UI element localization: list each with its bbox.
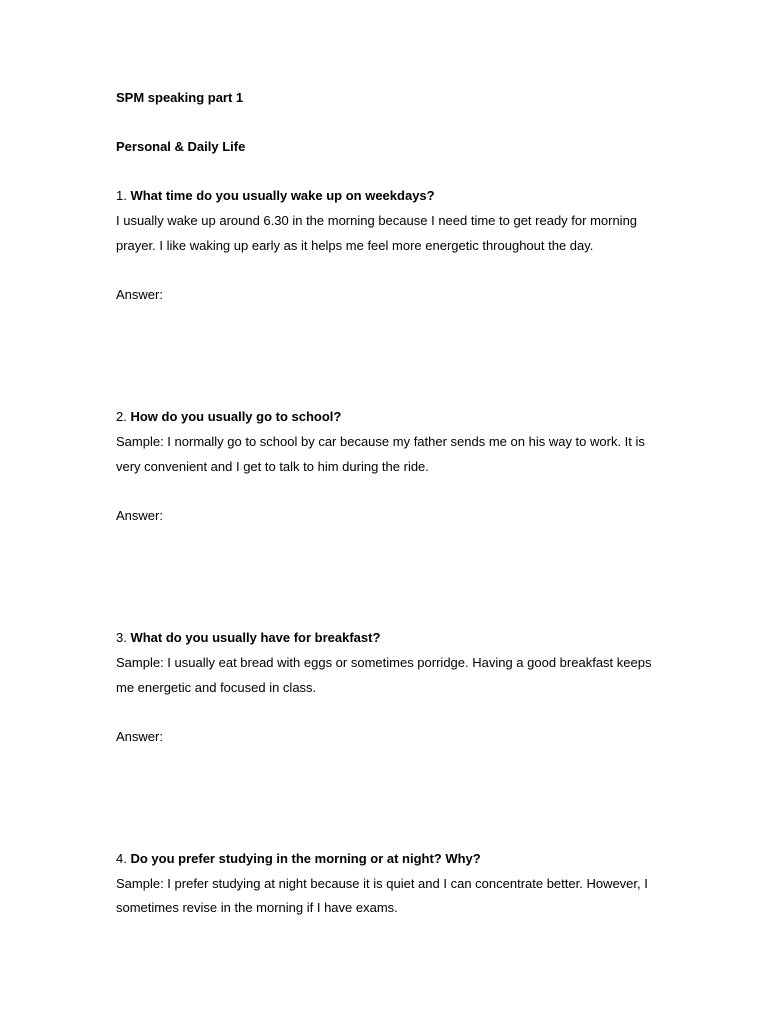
answer-label: Answer: [116,507,163,523]
document-body [116,86,661,921]
question-number: 4. [116,851,127,867]
question-number: 1. [116,188,127,204]
answer-space [116,528,661,626]
question-line [116,626,661,651]
question-block-1 [116,184,661,405]
sample-answer-line: very convenient and I get to talk to him during the ride. [116,458,429,474]
question-block-2 [116,405,661,626]
sample-answer-line: sometimes revise in the morning if I have exams. [116,900,398,916]
answer-space [116,749,661,847]
sample-answer-line: me energetic and focused in class. [116,679,317,695]
answer-label: Answer: [116,728,163,744]
sample-answer-line: Sample: I usually eat bread with eggs or sometimes porridge. Having a good breakfast keeps [116,654,652,670]
question-text: How do you usually go to school? [130,409,342,425]
document-title: SPM speaking part 1 [116,90,244,105]
answer-label: Answer: [116,286,163,302]
question-line [116,405,661,430]
question-number: 2. [116,409,127,425]
question-line [116,184,661,209]
question-text: Do you prefer studying in the morning or at night? Why? [130,851,481,867]
sample-answer-line: prayer. I like waking up early as it helps me feel more energetic throughout the day. [116,237,594,253]
question-number: 3. [116,630,127,646]
spacer [116,479,661,504]
spacer [116,160,661,185]
spacer [116,258,661,283]
spacer [116,111,661,136]
sample-answer-line: I usually wake up around 6.30 in the morning because I need time to get ready for morning [116,212,638,228]
question-text: What do you usually have for breakfast? [130,630,381,646]
question-line [116,847,661,872]
sample-answer-line: Sample: I prefer studying at night because it is quiet and I can concentrate better. However, I [116,875,648,891]
question-block-3 [116,626,661,847]
question-text: What time do you usually wake up on weekdays? [130,188,435,204]
sample-answer-line: Sample: I normally go to school by car because my father sends me on his way to work. It is [116,433,645,449]
answer-space [116,307,661,405]
spacer [116,700,661,725]
question-block-4 [116,847,661,921]
section-heading: Personal & Daily Life [116,139,246,155]
